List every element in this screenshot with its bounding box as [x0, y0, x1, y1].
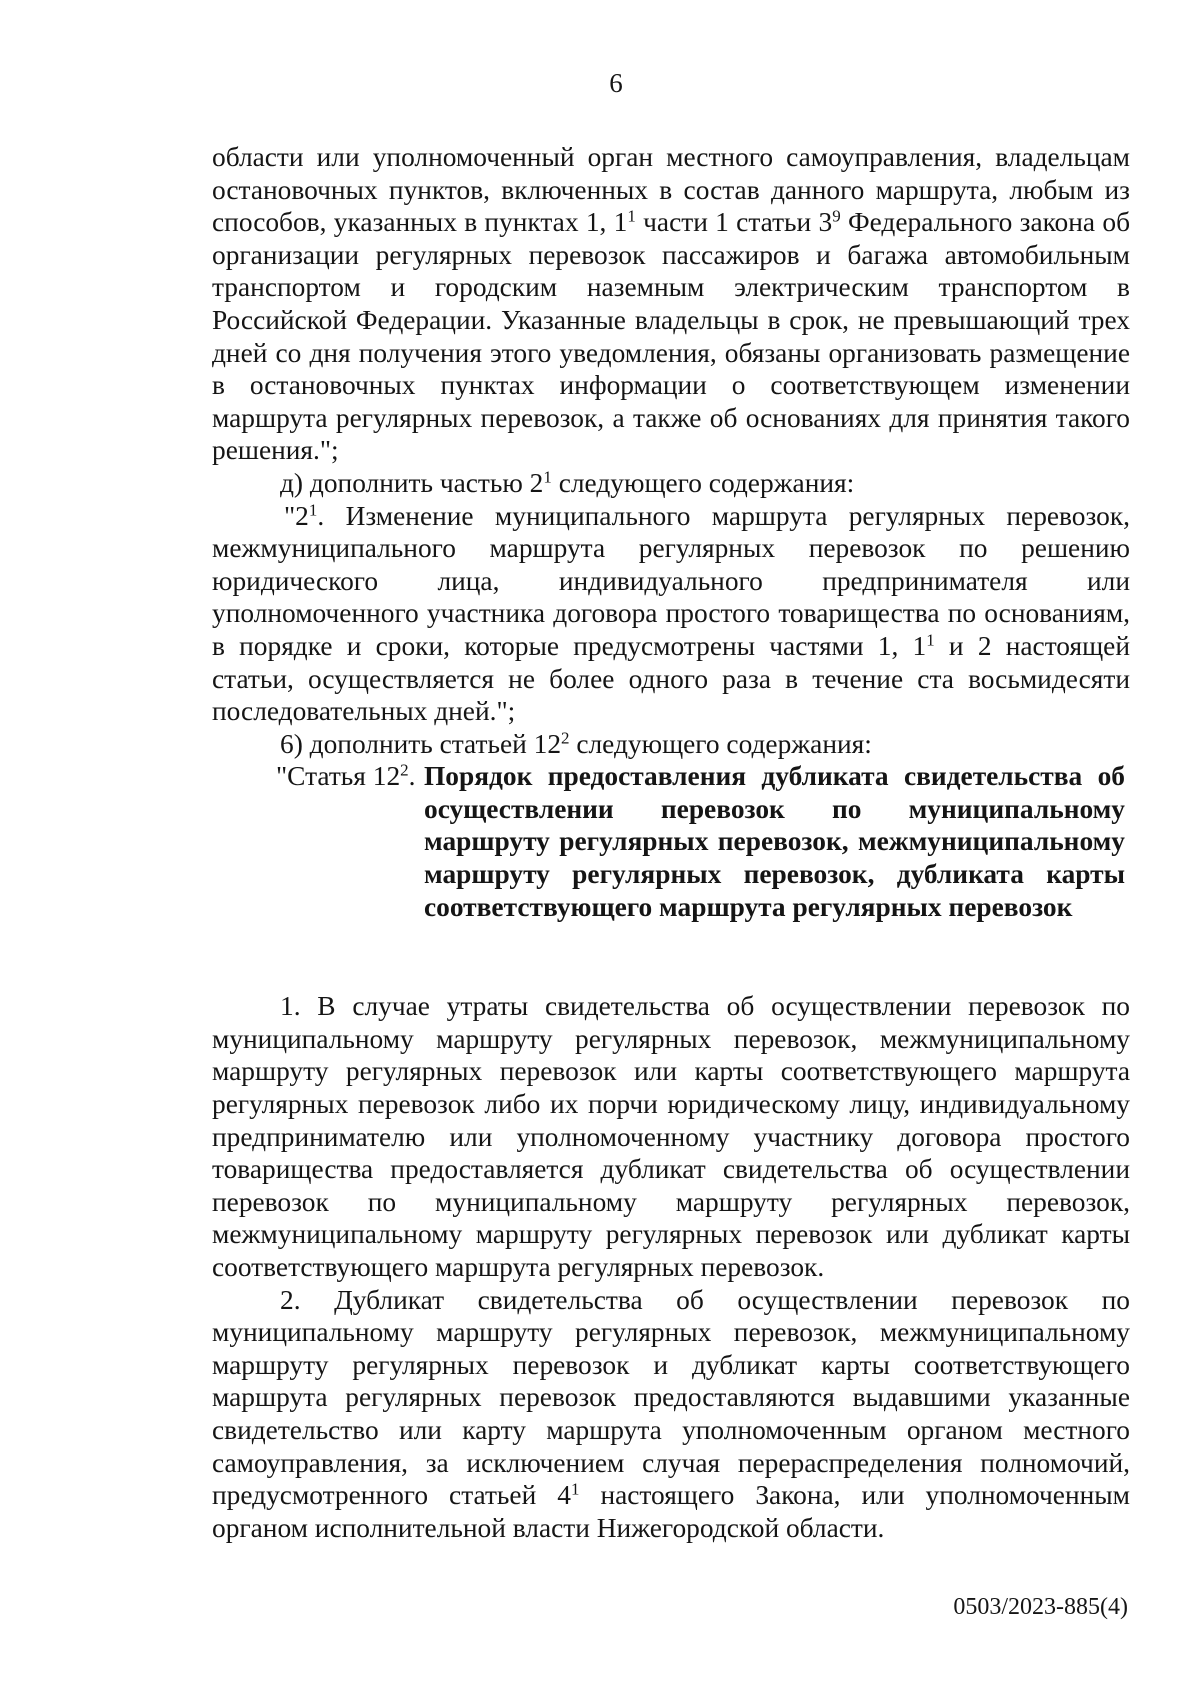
- document-body: [212, 141, 1130, 1544]
- spacer: [212, 956, 1130, 990]
- paragraph-d-quote: "$2^1$. Изменение муниципального маршрута регулярных перевозок, межмуниципального маршрута регулярных перевозок по решению юридического лица, индивидуального предпринимателя или уполномоченного участника договора простого товарищества по основаниям, в порядке и сроки, которые предусмотрены частями 1, $1^1$ и 2 настоящей статьи, осуществляется не более одного раза в течение ста восьмидесяти последовательных дней.";: [212, 500, 1130, 727]
- superscript-index: 2: [400, 760, 409, 780]
- clause-1: 1. В случае утраты свидетельства об осуществлении перевозок по муниципальному маршруту регулярных перевозок, межмуниципальному маршруту регулярных перевозок или карты соответствующего маршрута регулярных перевозок либо их порчи юридическому лицу, индивидуальному предпринимателю или уполномоченному участнику договора простого товарищества предоставляется дубликат свидетельства об осуществлении перевозок по муниципальному маршруту регулярных перевозок, межмуниципальному маршруту регулярных перевозок или дубликат карты соответствующего маршрута регулярных перевозок.: [212, 991, 1130, 1283]
- superscript-index: 2: [561, 728, 570, 748]
- article-title: Порядок предоставления дубликата свидетельства об осуществлении перевозок по муниципальному маршруту регулярных перевозок, межмуниципальному маршруту регулярных перевозок, дубликата карты соответствующего маршрута регулярных перевозок: [424, 761, 1125, 922]
- paragraph-6: 6) дополнить статьей $12^2$ следующего содержания:: [280, 728, 872, 759]
- superscript-index: 1: [308, 500, 318, 520]
- article-prefix: "Статья $12^2$.: [276, 760, 416, 792]
- article-heading: [212, 760, 1130, 956]
- clause-2: 2. Дубликат свидетельства об осуществлении перевозок по муниципальному маршруту регулярных перевозок, межмуниципальному маршруту регулярных перевозок и дубликат карты соответствующего маршрута регулярных перевозок предоставляются выдавшими указанные свидетельство или карту маршрута уполномоченным органом местного самоуправления, за исключением случая перераспределения полномочий, предусмотренного статьей $4^1$ настоящего Закона, или уполномоченным органом исполнительной власти Нижегородской области.: [212, 1284, 1130, 1543]
- superscript-index: 1: [570, 1479, 580, 1499]
- paragraph-d: д) дополнить частью $2^1$ следующего содержания:: [280, 467, 855, 498]
- superscript-index: 9: [832, 206, 841, 226]
- superscript-index: 1: [627, 206, 636, 226]
- paragraph-continuation: области или уполномоченный орган местного самоуправления, владельцам остановочных пунктов, включенных в состав данного маршрута, любым из способов, указанных в пунктах 1, $1^1$ части 1 статьи $3^9$ Федерального закона об организации регулярных перевозок пассажиров и багажа автомобильным транспортом и городским наземным электрическим транспортом в Российской Федерации. Указанные владельцы в срок, не превышающий трех дней со дня получения этого уведомления, обязаны организовать размещение в остановочных пунктах информации о соответствующем изменении маршрута регулярных перевозок, а также об основаниях для принятия такого решения.";: [212, 142, 1131, 466]
- superscript-index: 1: [543, 467, 552, 487]
- document-number: 0503/2023-885(4): [953, 1594, 1128, 1620]
- superscript-index: 1: [926, 630, 935, 650]
- page-number: 6: [609, 68, 623, 98]
